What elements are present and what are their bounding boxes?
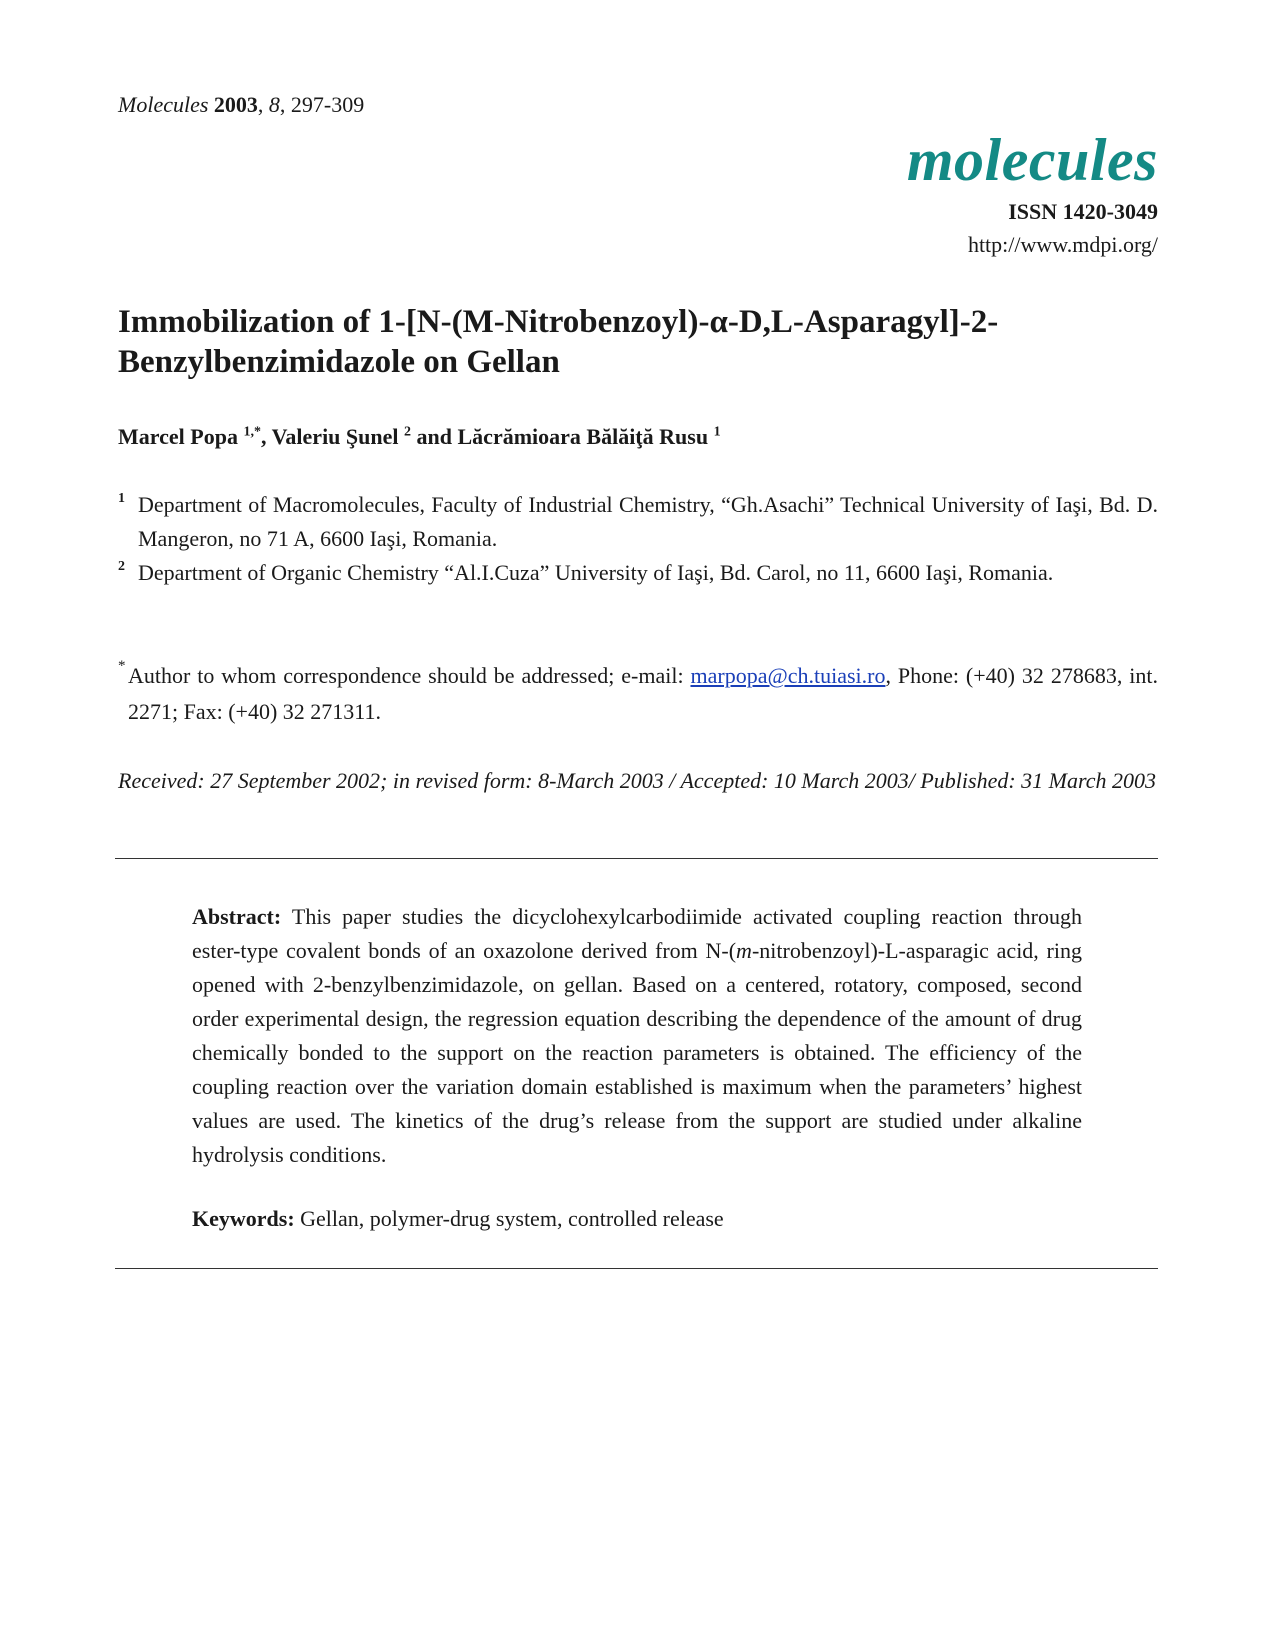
affiliation-number: 2 [118, 559, 125, 574]
correspondence-mark: * [118, 658, 126, 674]
author-affiliation-mark: 2 [404, 424, 412, 440]
affiliation-text: Department of Organic Chemistry “Al.I.Cuza” University of Iaşi, Bd. Carol, no 11, 6600 Iaşi, Romania. [138, 560, 1054, 585]
correspondence-suffix: , Phone: (+40) 32 278683, int. 2271; Fax: (+40) 32 271311. [128, 663, 1158, 724]
abstract-label: Abstract: [192, 904, 282, 929]
paper-title: Immobilization of 1-[N-(M-Nitrobenzoyl)-α-D,L-Asparagyl]-2-Benzylbenzimidazole on Gellan [118, 304, 999, 380]
journal-citation [118, 92, 364, 118]
author-list [118, 424, 721, 450]
keywords-text: Gellan, polymer-drug system, controlled release [294, 1206, 724, 1231]
keywords-label: Keywords: [192, 1206, 295, 1231]
publication-dates: Received: 27 September 2002; in revised form: 8-March 2003 / Accepted: 10 March 2003/ Published: 31 March 2003 [118, 768, 1157, 793]
issn: ISSN 1420-3049 [1008, 199, 1158, 224]
abstract-text-continued: -nitrobenzoyl)-L-asparagic acid, ring opened with 2-benzylbenzimidazole, on gellan. Based on a centered, rotatory, composed, second order experimental design, the regression equation describing the dependence of the amount of drug chemically bonded to the support on the reaction parameters is obtained. The efficiency of the coupling reaction over the variation domain established is maximum when the parameters’ highest values are used. The kinetics of the drug’s release from the support are studied under alkaline hydrolysis conditions. [192, 938, 1082, 1167]
affiliation [118, 556, 1158, 590]
affiliation-number: 1 [118, 491, 125, 506]
author-separator: and [411, 424, 458, 449]
abstract-text: This paper studies the dicyclohexylcarbodiimide activated coupling reaction through ester-type covalent bonds of an oxazolone derived from N-( [192, 904, 1082, 963]
correspondence [118, 658, 1158, 730]
divider-bottom [115, 1268, 1158, 1269]
journal-logo: molecules [906, 127, 1158, 193]
abstract [192, 900, 1082, 1172]
abstract-italic: m [736, 938, 752, 963]
journal-name: Molecules [118, 92, 209, 117]
author-name: Marcel Popa [118, 424, 244, 449]
keywords [192, 1206, 724, 1232]
citation-comma: , [257, 92, 269, 117]
divider-top [115, 858, 1158, 859]
journal-volume: 8 [268, 92, 280, 117]
journal-pages: , 297-309 [279, 92, 365, 117]
author-separator: , [260, 424, 272, 449]
author-affiliation-mark: 1,* [243, 424, 261, 440]
correspondence-prefix: Author to whom correspondence should be addressed; e-mail: [128, 663, 691, 688]
email-link[interactable]: marpopa@ch.tuiasi.ro [690, 663, 886, 688]
author-name: Lăcrămioara Bălăiţă Rusu [457, 424, 714, 449]
author-affiliation-mark: 1 [713, 424, 721, 440]
affiliation [118, 488, 1158, 556]
author-name: Valeriu Şunel [271, 424, 405, 449]
affiliation-text: Department of Macromolecules, Faculty of Industrial Chemistry, “Gh.Asachi” Technical University of Iaşi, Bd. D. Mangeron, no 71 A, 6600 Iaşi, Romania. [138, 492, 1158, 551]
journal-url[interactable]: http://www.mdpi.org/ [967, 232, 1158, 257]
journal-year: 2003 [213, 92, 258, 117]
